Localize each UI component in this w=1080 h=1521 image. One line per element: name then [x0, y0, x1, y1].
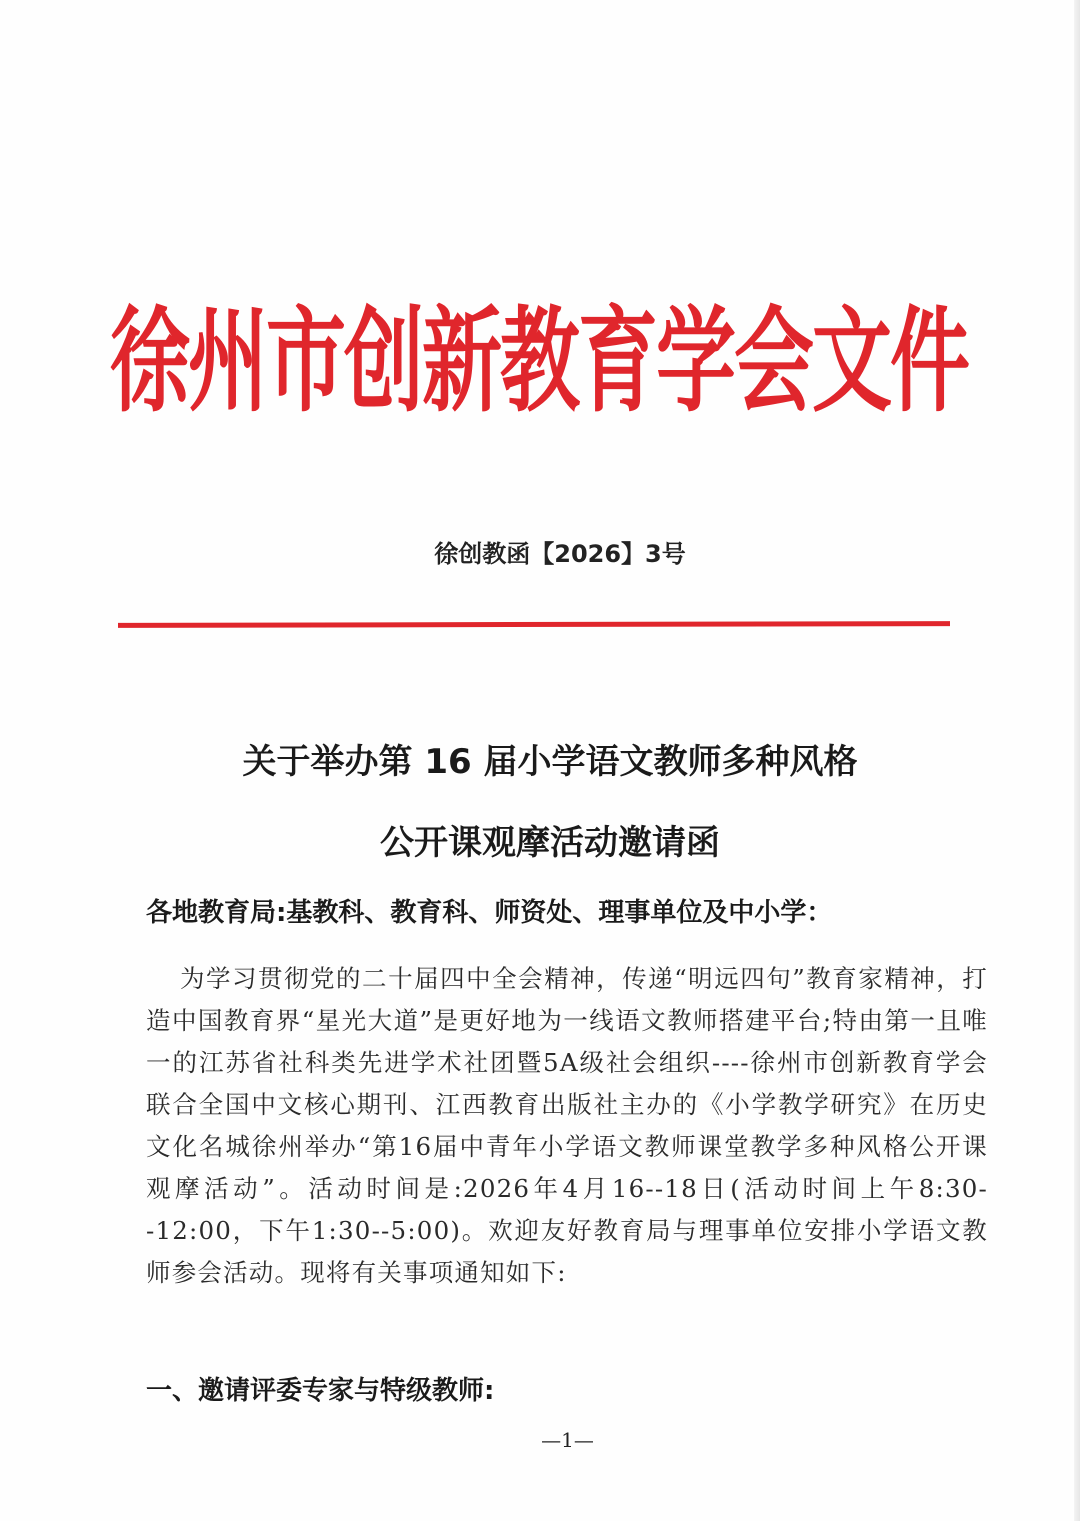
page-number: —1— — [541, 1428, 594, 1452]
addressee-line: 各地教育局:基教科、教育科、师资处、理事单位及中小学： — [146, 898, 833, 928]
red-divider-rule — [118, 621, 950, 628]
section-heading-1: 一、邀请评委专家与特级教师: — [146, 1376, 495, 1406]
body-paragraph: 为学习贯彻党的二十届四中全会精神，传递“明远四句”教育家精神，打造中国教育界“星光大道”是更好地为一线语文教师搭建平台;特由第一且唯一的江苏省社科类先进学术社团暨5A级社会组织----徐州市创新教育学会联合全国中文核心期刊、江西教育出版社主办的《小学教学研究》在历史文化名城徐州举办“第16届中青年小学语文教师课堂教学多种风格公开课观摩活动”。活动时间是:2026年4月16--18日(活动时间上午8:30--12:00，下午1:30--5:00)。欢迎友好教育局与理事单位安排小学语文教师参会活动。现将有关事项通知如下: — [146, 964, 988, 1287]
document-masthead: 徐州市创新教育学会文件 — [110, 295, 968, 428]
document-title-line-1: 关于举办第 16 届小学语文教师多种风格 — [242, 742, 858, 782]
document-title-line-2: 公开课观摩活动邀请函 — [380, 823, 720, 863]
document-number: 徐创教函【2026】3号 — [434, 540, 686, 568]
